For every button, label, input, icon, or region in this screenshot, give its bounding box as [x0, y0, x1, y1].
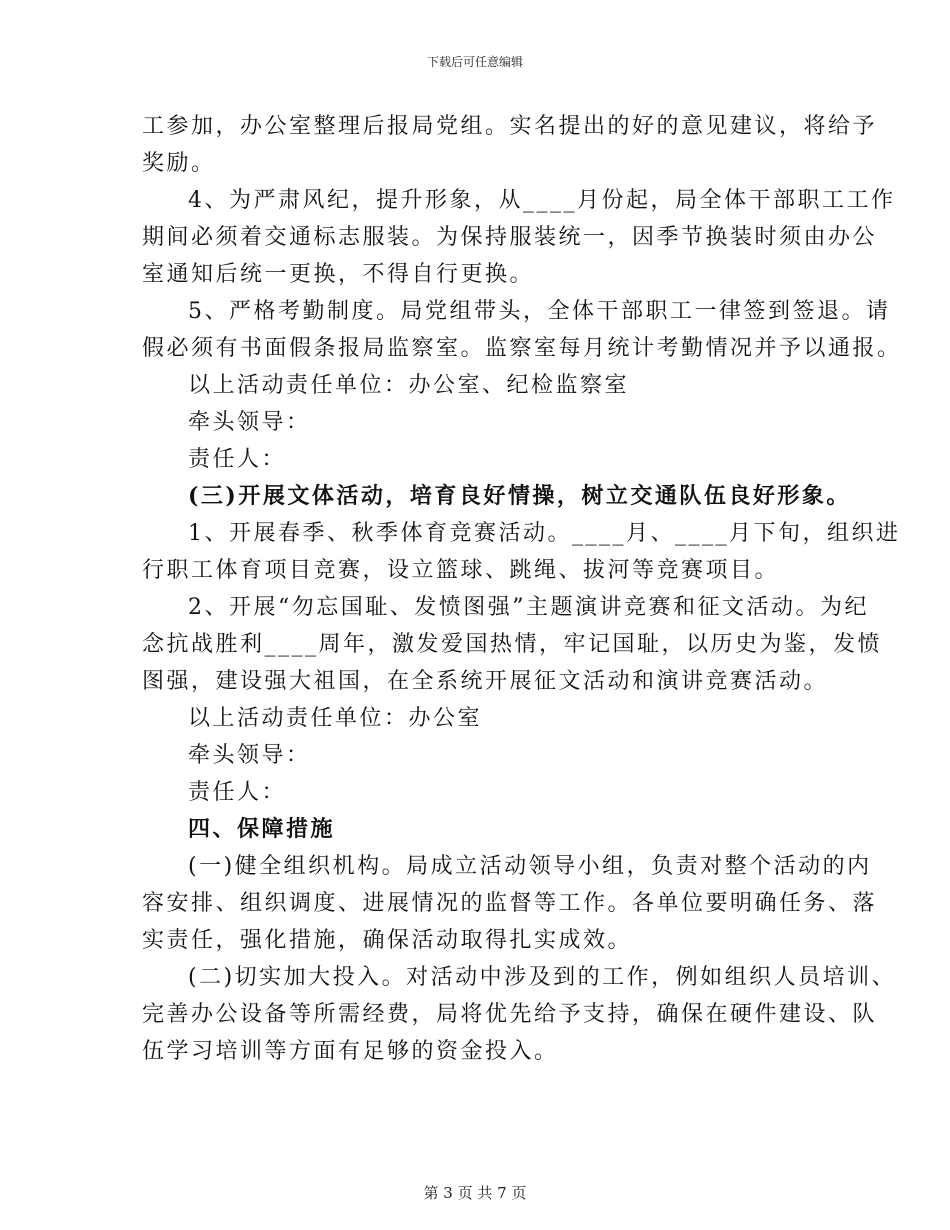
- paragraph-line: 1、开展春季、秋季体育竞赛活动。____月、____月下旬，组织进: [188, 521, 901, 546]
- paragraph-line: 4、为严肃风纪，提升形象，从____月份起，局全体干部职工工作: [188, 188, 896, 213]
- paragraph-line: 念抗战胜利____周年，激发爱国热情，牢记国耻，以历史为鉴，发愤: [142, 632, 883, 657]
- paragraph-line: 2、开展“勿忘国耻、发愤图强”主题演讲竞赛和征文活动。为纪: [188, 595, 869, 620]
- paragraph-line: 图强，建设强大祖国，在全系统开展征文活动和演讲竞赛活动。: [142, 669, 829, 694]
- paragraph-line: 牵头领导：: [188, 743, 311, 768]
- paragraph-line: (二)切实加大投入。对活动中涉及到的工作，例如组织人员培训、: [188, 965, 897, 990]
- section-heading: 四、保障措施: [188, 816, 336, 842]
- section-heading: (三)开展文体活动，培育良好情操，树立交通队伍良好形象。: [188, 483, 851, 509]
- paragraph-line: (一)健全组织机构。局成立活动领导小组，负责对整个活动的内: [188, 854, 872, 879]
- paragraph-line: 容安排、组织调度、进展情况的监督等工作。各单位要明确任务、落: [142, 891, 878, 916]
- paragraph-line: 期间必须着交通标志服装。为保持服装统一，因季节换装时须由办公: [142, 225, 878, 250]
- document-body: [142, 108, 902, 1070]
- page-number: 第 3 页 共 7 页: [423, 1184, 527, 1202]
- paragraph-line: 责任人：: [188, 780, 287, 805]
- paragraph-line: 以上活动责任单位：办公室: [188, 706, 483, 731]
- paragraph-line: 以上活动责任单位：办公室、纪检监察室: [188, 373, 630, 398]
- paragraph-line: 假必须有书面假条报局监察室。监察室每月统计考勤情况并予以通报。: [142, 336, 902, 361]
- paragraph-line: 行职工体育项目竞赛，设立篮球、跳绳、拔河等竞赛项目。: [142, 558, 780, 583]
- paragraph-line: 牵头领导：: [188, 410, 311, 435]
- paragraph-line: 工参加，办公室整理后报局党组。实名提出的好的意见建议，将给予: [142, 114, 878, 139]
- paragraph-line: 5、严格考勤制度。局党组带头，全体干部职工一律签到签退。请: [188, 299, 891, 324]
- paragraph-line: 室通知后统一更换，不得自行更换。: [142, 262, 535, 287]
- paragraph-line: 伍学习培训等方面有足够的资金投入。: [142, 1039, 559, 1064]
- paragraph-line: 奖励。: [142, 151, 216, 176]
- paragraph-line: 责任人：: [188, 447, 287, 472]
- paragraph-line: 完善办公设备等所需经费，局将优先给予支持，确保在硬件建设、队: [142, 1002, 878, 1027]
- paragraph-line: 实责任，强化措施，确保活动取得扎实成效。: [142, 928, 633, 953]
- header-note: 下载后可任意编辑: [426, 55, 523, 69]
